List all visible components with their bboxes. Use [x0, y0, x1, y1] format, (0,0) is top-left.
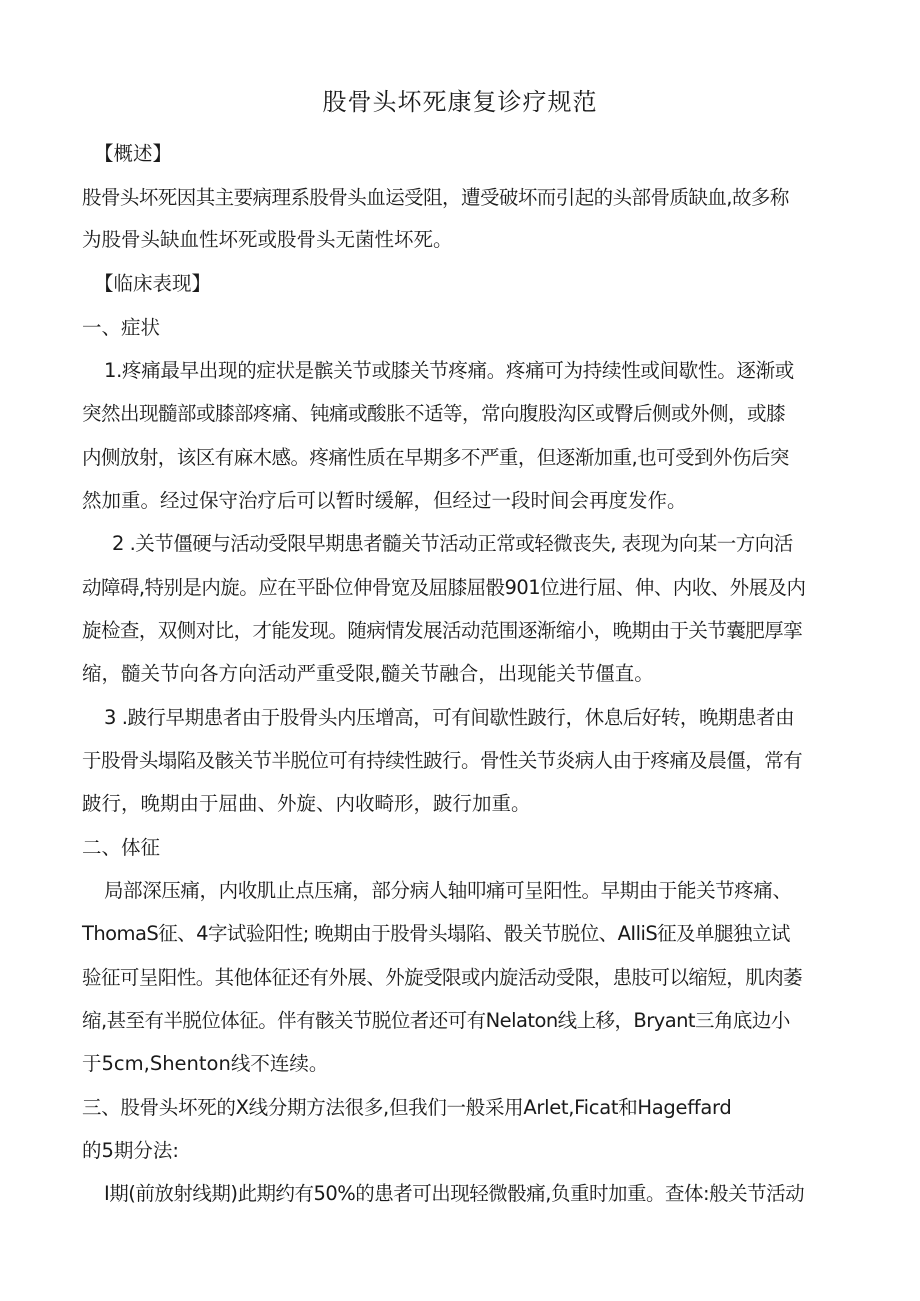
- paragraph-line: 局部深压痛，内收肌止点压痛，部分病人轴叩痛可呈阳性。早期由于能关节疼痛、: [104, 879, 792, 902]
- paragraph-line: 然加重。经过保守治疗后可以暂时缓解，但经过一段时间会再度发作。: [82, 489, 687, 512]
- paragraph-line: 1.疼痛最早出现的症状是髌关节或膝关节疼痛。疼痛可为持续性或间歇性。逐渐或: [104, 359, 795, 382]
- paragraph-line: 于股骨头塌陷及骸关节半脱位可有持续性跛行。骨性关节炎病人由于疼痛及晨僵，常有: [82, 749, 803, 772]
- subsection-heading-symptoms: 一、症状: [82, 316, 161, 339]
- subsection-heading-xray-staging: 三、股骨头坏死的X线分期方法很多,但我们一般采用Arlet,Ficat和Hageffard: [82, 1096, 732, 1119]
- paragraph-line: ThomaS征、4字试验阳性; 晚期由于股骨头塌陷、骰关节脱位、AIliS征及单腿独立试: [82, 922, 790, 945]
- paragraph-line: 突然出现髓部或膝部疼痛、钝痛或酸胀不适等，常向腹股沟区或臀后侧或外侧，或膝: [82, 402, 786, 425]
- paragraph-line: 为股骨头缺血性坏死或股骨头无菌性坏死。: [82, 228, 453, 251]
- paragraph-line: I期(前放射线期)此期约有50%的患者可出现轻微骰痛,负重时加重。查体:般关节活动: [104, 1182, 805, 1205]
- paragraph-line: 动障碍,特别是内旋。应在平卧位伸骨宽及屈膝屈骰901位进行屈、伸、内收、外展及内: [82, 576, 806, 599]
- paragraph-line: 旋检查，双侧对比，才能发现。随病情发展活动范围逐渐缩小，晚期由于关节囊肥厚挛: [82, 619, 803, 642]
- section-heading-overview: 【概述】: [94, 142, 173, 165]
- paragraph-line: 的5期分法:: [82, 1139, 179, 1162]
- paragraph-line: 2 .关节僵硬与活动受限早期患者髓关节活动正常或轻微丧失, 表现为向某一方向活: [112, 532, 793, 555]
- paragraph-line: 跛行，晚期由于屈曲、外旋、内收畸形，跛行加重。: [82, 792, 531, 815]
- subsection-heading-signs: 二、体征: [82, 836, 161, 859]
- paragraph-line: 内侧放射，该区有麻木感。疼痛性质在早期多不严重，但逐渐加重,也可受到外伤后突: [82, 446, 789, 469]
- document-title: 股骨头坏死康复诊疗规范: [322, 88, 598, 116]
- paragraph-line: 于5cm,Shenton线不连续。: [82, 1052, 329, 1075]
- paragraph-line: 缩,甚至有半脱位体征。伴有骸关节脱位者还可有Nelaton线上移，Bryant三角底边小: [82, 1009, 790, 1032]
- section-heading-clinical: 【临床表现】: [94, 272, 212, 295]
- paragraph-line: 3 .跛行早期患者由于股骨头内压增高，可有间歇性跛行，休息后好转，晚期患者由: [104, 706, 795, 729]
- paragraph-line: 验征可呈阳性。其他体征还有外展、外旋受限或内旋活动受限，患肢可以缩短，肌肉萎: [82, 966, 803, 989]
- paragraph-line: 缩，髓关节向各方向活动严重受限,髓关节融合，出现能关节僵直。: [82, 662, 654, 685]
- paragraph-line: 股骨头坏死因其主要病理系股骨头血运受阻，遭受破坏而引起的头部骨质缺血,故多称: [82, 186, 789, 209]
